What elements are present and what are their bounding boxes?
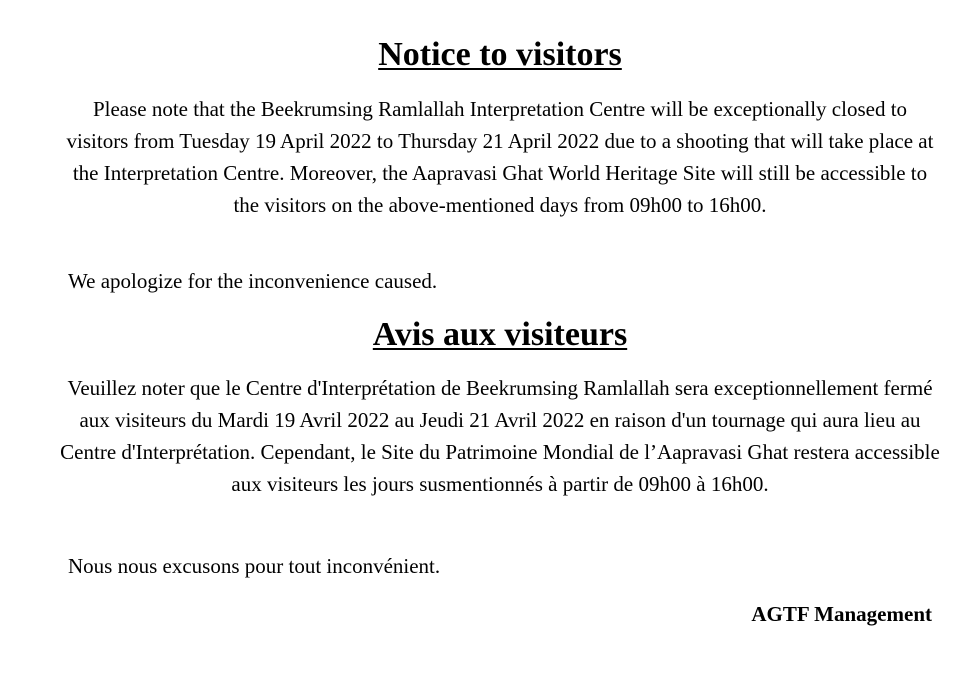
french-title: Avis aux visiteurs — [372, 316, 628, 353]
french-body: Veuillez noter que le Centre d'Interprétation de Beekrumsing Ramlallah sera exceptionnellement fermé aux visiteurs du Mardi 19 Avril 2022 au Jeudi 21 Avril 2022 en raison d'un tournage qui aura lieu au Centre d'Interprétation. Cependant, le Site du Patrimoine Mondial de l’Aapravasi Ghat restera accessible aux visiteurs les jours susmentionnés à partir de 09h00 à 16h00. — [60, 376, 940, 496]
english-apology: We apologize for the inconvenience caused. — [68, 269, 438, 293]
english-title: Notice to visitors — [378, 36, 622, 73]
english-body: Please note that the Beekrumsing Ramlallah Interpretation Centre will be exceptionally closed to visitors from Tuesday 19 April 2022 to Thursday 21 April 2022 due to a shooting that will take place at the Interpretation Centre. Moreover, the Aapravasi Ghat World Heritage Site will still be accessible to the visitors on the above-mentioned days from 09h00 to 16h00. — [66, 97, 934, 217]
french-apology: Nous nous excusons pour tout inconvénient. — [68, 554, 441, 578]
signature: AGTF Management — [751, 602, 932, 626]
